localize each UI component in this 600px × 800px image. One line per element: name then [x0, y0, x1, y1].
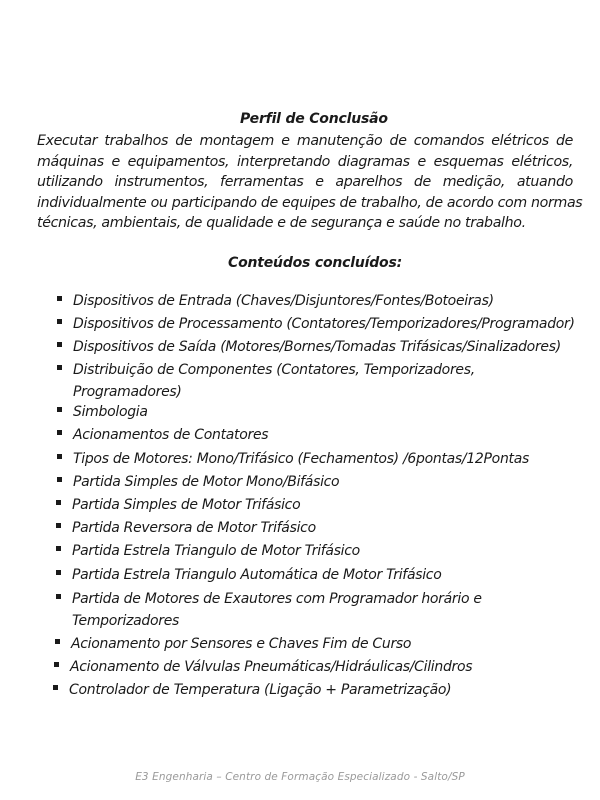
bullet-square-icon: [53, 685, 58, 690]
conteudo-item-text: Partida Simples de Motor Trifásico: [72, 497, 301, 513]
bullet-square-icon: [56, 570, 61, 575]
conteudo-item-text: Controlador de Temperatura (Ligação + Parametrização): [69, 682, 452, 698]
conteudo-item: [73, 401, 148, 423]
bullet-square-icon: [57, 342, 62, 347]
conteudo-item-text: Partida de Motores de Exautores com Programador horário e: [72, 591, 482, 607]
conteudo-item-text: Partida Estrela Triangulo de Motor Trifásico: [72, 543, 360, 559]
bullet-square-icon: [56, 523, 61, 528]
bullet-square-icon: [56, 546, 61, 551]
paragraph-line: técnicas, ambientais, de qualidade e de segurança e saúde no trabalho.: [37, 215, 526, 232]
conteudo-item-text: Acionamento por Sensores e Chaves Fim de Curso: [71, 636, 412, 652]
bullet-square-icon: [57, 319, 62, 324]
paragraph-line: individualmente ou participando de equipes de trabalho, de acordo com normas: [37, 194, 583, 211]
conteudo-item-text: Acionamentos de Contatores: [73, 427, 269, 443]
paragraph-line: utilizando instrumentos, ferramentas e aparelhos de medição, atuando: [37, 174, 573, 191]
conteudo-item-text: Partida Reversora de Motor Trifásico: [72, 520, 316, 536]
conteudo-item: [72, 540, 360, 562]
conteudo-item-text: Programadores): [73, 384, 182, 400]
conteudo-item-text: Simbologia: [73, 404, 148, 420]
conteudo-item: [70, 656, 472, 678]
conteudo-item: [72, 564, 441, 586]
bullet-square-icon: [55, 639, 60, 644]
bullet-square-icon: [57, 454, 62, 459]
bullet-square-icon: [56, 594, 61, 599]
conteudos-concluidos-heading: Conteúdos concluídos:: [228, 255, 402, 271]
conteudo-item-text: Acionamento de Válvulas Pneumáticas/Hidráulicas/Cilindros: [70, 659, 473, 675]
perfil-conclusao-heading: Perfil de Conclusão: [240, 111, 388, 127]
conteudo-item: [71, 633, 411, 655]
conteudo-item: [73, 448, 529, 470]
paragraph-line: máquinas e equipamentos, interpretando diagramas e esquemas elétricos,: [37, 153, 573, 170]
conteudo-item: [73, 471, 339, 493]
conteudo-item-text: Dispositivos de Entrada (Chaves/Disjuntores/Fontes/Botoeiras): [73, 293, 494, 309]
conteudo-item-text: Partida Simples de Motor Mono/Bifásico: [73, 474, 340, 490]
bullet-square-icon: [57, 365, 62, 370]
bullet-square-icon: [57, 296, 62, 301]
conteudo-item: [72, 588, 482, 632]
conteudo-item-text: Dispositivos de Processamento (Contatores/Temporizadores/Programador): [73, 316, 575, 332]
conteudo-item-text: Dispositivos de Saída (Motores/Bornes/Tomadas Trifásicas/Sinalizadores): [73, 339, 561, 355]
conteudo-item: [73, 359, 475, 403]
paragraph-line: Executar trabalhos de montagem e manutenção de comandos elétricos de: [37, 133, 573, 149]
conteudo-item-text: Distribuição de Componentes (Contatores, Temporizadores,: [73, 362, 475, 378]
bullet-square-icon: [57, 477, 62, 482]
conteudo-item-text: Partida Estrela Triangulo Automática de Motor Trifásico: [72, 567, 442, 583]
conteudo-item: [72, 494, 300, 516]
conteudo-item: [73, 290, 494, 312]
bullet-square-icon: [57, 430, 62, 435]
conteudo-item-text: Tipos de Motores: Mono/Trifásico (Fechamentos) /6pontas/12Pontas: [73, 451, 529, 467]
conteudo-item-text: Temporizadores: [72, 613, 180, 629]
conteudo-item: [73, 424, 268, 446]
footer-text: E3 Engenharia – Centro de Formação Especializado - Salto/SP: [135, 771, 465, 783]
conteudo-item: [69, 679, 451, 701]
bullet-square-icon: [56, 500, 61, 505]
conteudo-item: [73, 336, 561, 358]
bullet-square-icon: [54, 662, 59, 667]
conteudo-item: [72, 517, 316, 539]
bullet-square-icon: [57, 407, 62, 412]
conteudo-item: [73, 313, 575, 335]
